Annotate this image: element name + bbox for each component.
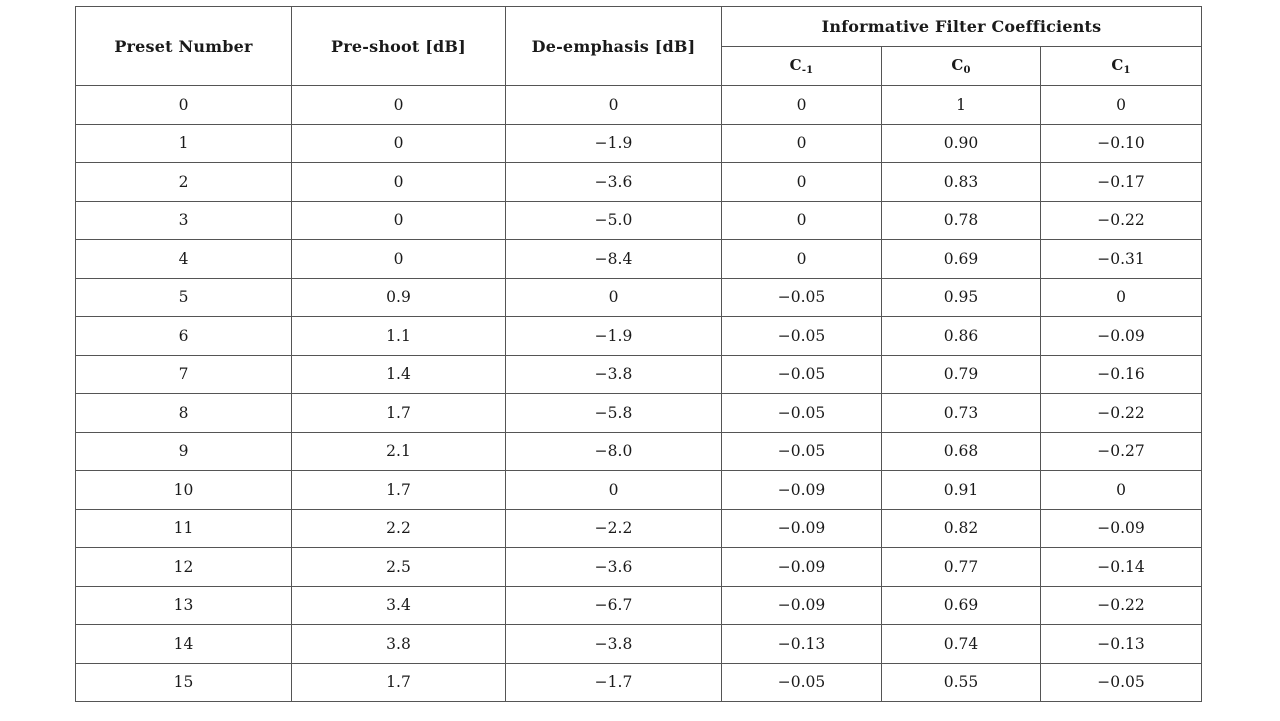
header-preset-number: Preset Number bbox=[76, 7, 292, 86]
cell-de-emphasis: 0 bbox=[506, 278, 722, 317]
cell-preset-number: 1 bbox=[76, 124, 292, 163]
preset-coefficient-table bbox=[75, 6, 1202, 702]
cell-de-emphasis: −1.7 bbox=[506, 663, 722, 702]
cell-de-emphasis: −3.8 bbox=[506, 625, 722, 664]
header-coefficients-group: Informative Filter Coefficients bbox=[722, 7, 1202, 47]
cell-c-1: −0.17 bbox=[1041, 163, 1202, 202]
header-c-0 bbox=[882, 46, 1041, 86]
cell-preset-number: 2 bbox=[76, 163, 292, 202]
table-row bbox=[76, 201, 1202, 240]
cell-c-1: 0 bbox=[1041, 471, 1202, 510]
cell-de-emphasis: −5.8 bbox=[506, 394, 722, 433]
cell-c-minus-1: −0.05 bbox=[722, 432, 882, 471]
cell-preset-number: 6 bbox=[76, 317, 292, 356]
cell-c-1: −0.27 bbox=[1041, 432, 1202, 471]
cell-de-emphasis: −3.8 bbox=[506, 355, 722, 394]
cell-preset-number: 4 bbox=[76, 240, 292, 279]
c-1-base: C bbox=[1111, 55, 1124, 74]
table-row bbox=[76, 86, 1202, 125]
cell-c-1: −0.22 bbox=[1041, 201, 1202, 240]
cell-c-0: 0.68 bbox=[882, 432, 1041, 471]
cell-c-1: −0.05 bbox=[1041, 663, 1202, 702]
table-row bbox=[76, 394, 1202, 433]
cell-pre-shoot: 2.5 bbox=[292, 548, 506, 587]
cell-pre-shoot: 0 bbox=[292, 201, 506, 240]
table-row bbox=[76, 432, 1202, 471]
cell-c-minus-1: −0.09 bbox=[722, 548, 882, 587]
cell-c-minus-1: 0 bbox=[722, 201, 882, 240]
header-c-minus-1 bbox=[722, 46, 882, 86]
c-0-subscript: 0 bbox=[963, 64, 971, 76]
cell-c-0: 0.74 bbox=[882, 625, 1041, 664]
cell-c-1: −0.14 bbox=[1041, 548, 1202, 587]
cell-pre-shoot: 1.7 bbox=[292, 394, 506, 433]
cell-c-1: −0.22 bbox=[1041, 586, 1202, 625]
cell-c-minus-1: −0.05 bbox=[722, 317, 882, 356]
cell-c-minus-1: −0.05 bbox=[722, 355, 882, 394]
cell-c-0: 0.69 bbox=[882, 240, 1041, 279]
cell-preset-number: 8 bbox=[76, 394, 292, 433]
header-de-emphasis: De-emphasis [dB] bbox=[506, 7, 722, 86]
cell-c-minus-1: 0 bbox=[722, 163, 882, 202]
cell-preset-number: 12 bbox=[76, 548, 292, 587]
cell-c-minus-1: −0.09 bbox=[722, 509, 882, 548]
cell-c-0: 0.55 bbox=[882, 663, 1041, 702]
cell-preset-number: 7 bbox=[76, 355, 292, 394]
cell-c-0: 0.90 bbox=[882, 124, 1041, 163]
cell-c-0: 0.77 bbox=[882, 548, 1041, 587]
table-row bbox=[76, 355, 1202, 394]
cell-de-emphasis: −5.0 bbox=[506, 201, 722, 240]
cell-c-1: 0 bbox=[1041, 278, 1202, 317]
cell-de-emphasis: −2.2 bbox=[506, 509, 722, 548]
cell-c-0: 0.79 bbox=[882, 355, 1041, 394]
cell-c-1: −0.09 bbox=[1041, 509, 1202, 548]
cell-pre-shoot: 3.8 bbox=[292, 625, 506, 664]
cell-c-minus-1: 0 bbox=[722, 124, 882, 163]
header-c-1 bbox=[1041, 46, 1202, 86]
header-pre-shoot: Pre-shoot [dB] bbox=[292, 7, 506, 86]
header-row-1 bbox=[76, 7, 1202, 47]
cell-pre-shoot: 1.7 bbox=[292, 471, 506, 510]
table-body bbox=[76, 86, 1202, 702]
table-row bbox=[76, 509, 1202, 548]
cell-c-0: 0.73 bbox=[882, 394, 1041, 433]
cell-c-minus-1: −0.09 bbox=[722, 471, 882, 510]
table-row bbox=[76, 163, 1202, 202]
table-row bbox=[76, 124, 1202, 163]
cell-pre-shoot: 0 bbox=[292, 86, 506, 125]
cell-preset-number: 0 bbox=[76, 86, 292, 125]
cell-preset-number: 11 bbox=[76, 509, 292, 548]
c-minus-1-subscript: -1 bbox=[801, 64, 814, 76]
cell-pre-shoot: 0.9 bbox=[292, 278, 506, 317]
cell-pre-shoot: 3.4 bbox=[292, 586, 506, 625]
cell-c-minus-1: −0.09 bbox=[722, 586, 882, 625]
cell-c-minus-1: −0.13 bbox=[722, 625, 882, 664]
cell-preset-number: 14 bbox=[76, 625, 292, 664]
cell-de-emphasis: −8.0 bbox=[506, 432, 722, 471]
cell-c-0: 0.82 bbox=[882, 509, 1041, 548]
cell-c-0: 0.91 bbox=[882, 471, 1041, 510]
cell-pre-shoot: 0 bbox=[292, 240, 506, 279]
cell-pre-shoot: 1.7 bbox=[292, 663, 506, 702]
cell-pre-shoot: 0 bbox=[292, 163, 506, 202]
cell-c-minus-1: −0.05 bbox=[722, 663, 882, 702]
cell-pre-shoot: 1.1 bbox=[292, 317, 506, 356]
cell-c-0: 0.83 bbox=[882, 163, 1041, 202]
cell-de-emphasis: −1.9 bbox=[506, 124, 722, 163]
table-row bbox=[76, 663, 1202, 702]
cell-de-emphasis: 0 bbox=[506, 86, 722, 125]
cell-de-emphasis: −3.6 bbox=[506, 163, 722, 202]
table-header bbox=[76, 7, 1202, 86]
c-minus-1-base: C bbox=[789, 55, 802, 74]
cell-c-1: −0.13 bbox=[1041, 625, 1202, 664]
cell-de-emphasis: −6.7 bbox=[506, 586, 722, 625]
cell-pre-shoot: 2.1 bbox=[292, 432, 506, 471]
cell-c-minus-1: 0 bbox=[722, 240, 882, 279]
cell-de-emphasis: −3.6 bbox=[506, 548, 722, 587]
cell-pre-shoot: 2.2 bbox=[292, 509, 506, 548]
cell-preset-number: 3 bbox=[76, 201, 292, 240]
cell-c-0: 0.78 bbox=[882, 201, 1041, 240]
cell-preset-number: 15 bbox=[76, 663, 292, 702]
cell-c-minus-1: 0 bbox=[722, 86, 882, 125]
cell-de-emphasis: −1.9 bbox=[506, 317, 722, 356]
table-row bbox=[76, 625, 1202, 664]
cell-c-0: 0.69 bbox=[882, 586, 1041, 625]
cell-c-minus-1: −0.05 bbox=[722, 394, 882, 433]
cell-de-emphasis: −8.4 bbox=[506, 240, 722, 279]
table-row bbox=[76, 548, 1202, 587]
cell-c-1: 0 bbox=[1041, 86, 1202, 125]
cell-c-0: 0.95 bbox=[882, 278, 1041, 317]
table-row bbox=[76, 317, 1202, 356]
table-row bbox=[76, 240, 1202, 279]
cell-preset-number: 10 bbox=[76, 471, 292, 510]
cell-c-0: 1 bbox=[882, 86, 1041, 125]
c-1-subscript: 1 bbox=[1123, 64, 1131, 76]
cell-preset-number: 13 bbox=[76, 586, 292, 625]
cell-c-1: −0.16 bbox=[1041, 355, 1202, 394]
c-0-base: C bbox=[951, 55, 964, 74]
cell-c-1: −0.09 bbox=[1041, 317, 1202, 356]
cell-c-minus-1: −0.05 bbox=[722, 278, 882, 317]
cell-preset-number: 9 bbox=[76, 432, 292, 471]
table-row bbox=[76, 278, 1202, 317]
cell-c-1: −0.22 bbox=[1041, 394, 1202, 433]
cell-c-1: −0.31 bbox=[1041, 240, 1202, 279]
table-row bbox=[76, 471, 1202, 510]
cell-de-emphasis: 0 bbox=[506, 471, 722, 510]
cell-preset-number: 5 bbox=[76, 278, 292, 317]
cell-pre-shoot: 0 bbox=[292, 124, 506, 163]
cell-c-1: −0.10 bbox=[1041, 124, 1202, 163]
cell-c-0: 0.86 bbox=[882, 317, 1041, 356]
cell-pre-shoot: 1.4 bbox=[292, 355, 506, 394]
table-row bbox=[76, 586, 1202, 625]
